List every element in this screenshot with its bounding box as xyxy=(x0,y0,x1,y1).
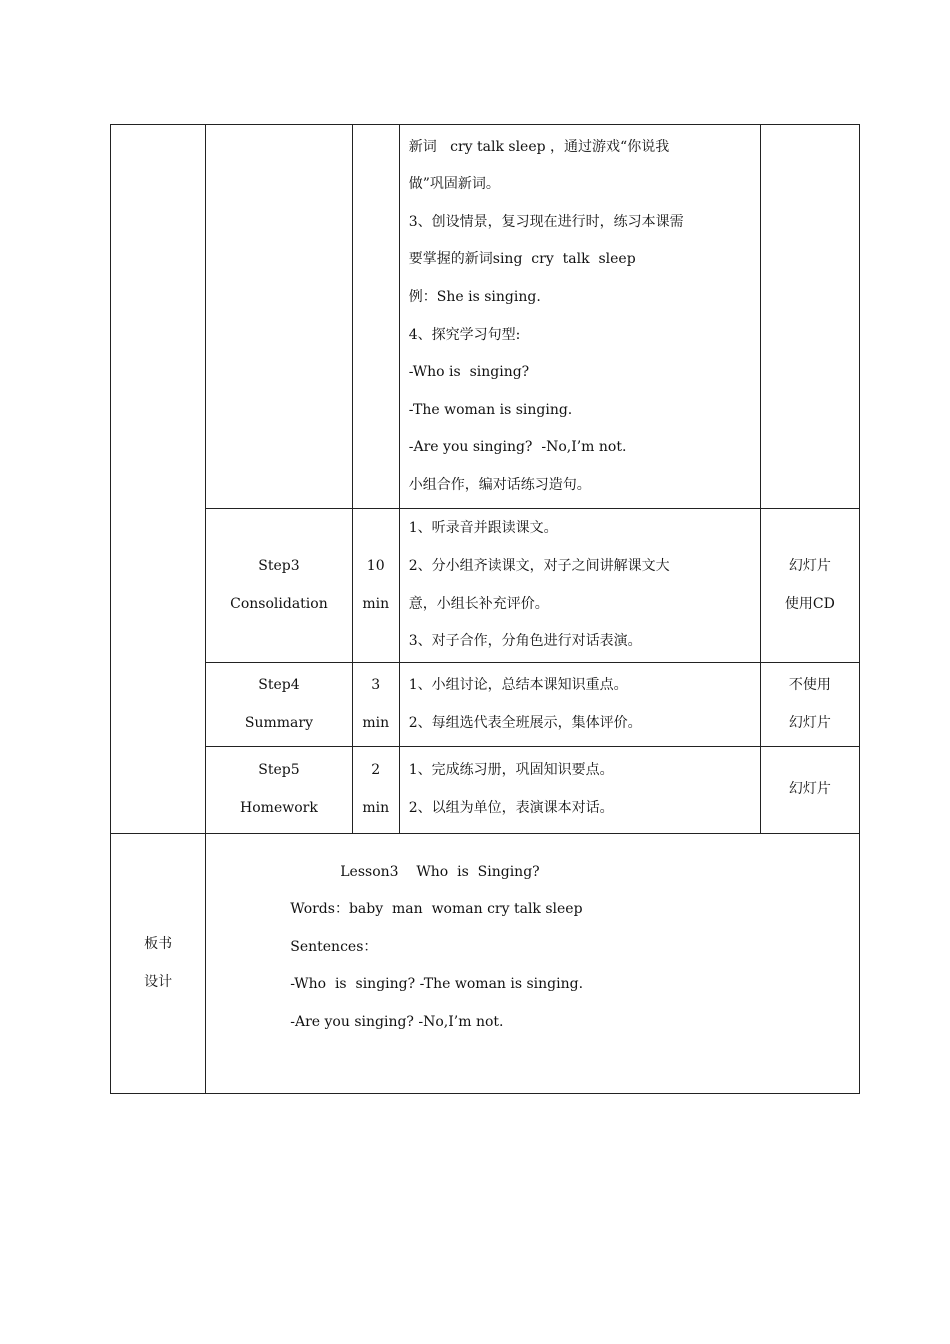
blackboard-sentences-label: Sentences： xyxy=(290,938,378,955)
content-line: 1、听录音并跟读课文。 xyxy=(408,520,558,537)
process-line: -Are you singing? -No,I’m not. xyxy=(408,439,627,456)
step4-media-cell xyxy=(760,663,859,747)
step5-content-cell xyxy=(399,747,760,834)
time-unit: min xyxy=(362,800,390,816)
content-line: 2、以组为单位，表演课本对话。 xyxy=(408,800,614,816)
process-line: 3、创设情景，复习现在进行时，练习本课需 xyxy=(408,213,684,230)
blackboard-label-cell xyxy=(111,834,206,1094)
process-line: -Who is singing? xyxy=(408,364,530,381)
process-line: 做”巩固新词。 xyxy=(408,176,500,193)
step4-content-cell xyxy=(399,663,760,747)
media-line: 使用CD xyxy=(784,595,835,612)
step4-time-cell xyxy=(352,663,399,747)
media-line: 幻灯片 xyxy=(788,781,831,798)
step-name: Homework xyxy=(240,800,318,816)
table-row-process xyxy=(111,125,860,509)
content-line: 1、小组讨论，总结本课知识重点。 xyxy=(408,676,628,693)
media-line: 幻灯片 xyxy=(788,714,831,731)
step5-time-cell xyxy=(352,747,399,834)
blackboard-content-cell xyxy=(206,834,860,1094)
media-line: 不使用 xyxy=(788,676,831,693)
media-cell-empty xyxy=(760,125,859,509)
blackboard-words: Words：baby man woman cry talk sleep xyxy=(290,901,583,918)
content-line: 2、分小组齐读课文，对子之间讲解课文大 xyxy=(408,557,670,574)
step3-time-cell xyxy=(352,509,399,663)
process-line: 新词 cry talk sleep ，通过游戏“你说我 xyxy=(408,138,670,155)
step-name: Summary xyxy=(244,714,313,731)
table-row-step5 xyxy=(111,747,860,834)
step-label: Step5 xyxy=(258,762,300,779)
blackboard-label: 设计 xyxy=(144,973,173,990)
process-line: 4、探究学习句型: xyxy=(408,326,521,343)
content-line: 3、对子合作，分角色进行对话表演。 xyxy=(408,633,642,650)
time-value: 10 xyxy=(366,557,385,574)
step3-media-cell xyxy=(760,509,859,663)
step4-cell xyxy=(206,663,352,747)
content-line: 2、每组选代表全班展示，集体评价。 xyxy=(408,714,642,731)
lesson-plan-table xyxy=(110,124,860,1094)
time-value: 2 xyxy=(371,762,381,779)
step-label: Step3 xyxy=(258,557,300,574)
process-content-cell xyxy=(399,125,760,509)
table-row-blackboard xyxy=(111,834,860,1094)
table-row-step4 xyxy=(111,663,860,747)
content-line: 1、完成练习册，巩固知识要点。 xyxy=(408,762,614,779)
process-line: 例：She is singing. xyxy=(408,288,541,305)
time-unit: min xyxy=(362,714,390,731)
step5-media-cell xyxy=(760,747,859,834)
step5-cell xyxy=(206,747,352,834)
blackboard-title: Lesson3 Who is Singing? xyxy=(340,863,540,880)
time-cell-empty xyxy=(352,125,399,509)
step-cell-empty xyxy=(206,125,352,509)
blackboard-sentence: -Who is singing? -The woman is singing. xyxy=(290,976,584,993)
media-line: 幻灯片 xyxy=(788,557,831,574)
step-label: Step4 xyxy=(258,676,300,693)
stage-cell-empty xyxy=(111,125,206,834)
process-line: -The woman is singing. xyxy=(408,401,573,418)
process-line: 要掌握的新词sing cry talk sleep xyxy=(408,251,636,268)
content-line: 意，小组长补充评价。 xyxy=(408,595,549,612)
blackboard-sentence: -Are you singing? -No,I’m not. xyxy=(290,1013,504,1030)
time-unit: min xyxy=(362,595,390,612)
blackboard-label: 板书 xyxy=(144,935,173,952)
time-value: 3 xyxy=(371,676,381,693)
process-line: 小组合作，编对话练习造句。 xyxy=(408,476,591,493)
table-row-step3 xyxy=(111,509,860,663)
step-name: Consolidation xyxy=(230,595,328,612)
step3-content-cell xyxy=(399,509,760,663)
step3-cell xyxy=(206,509,352,663)
